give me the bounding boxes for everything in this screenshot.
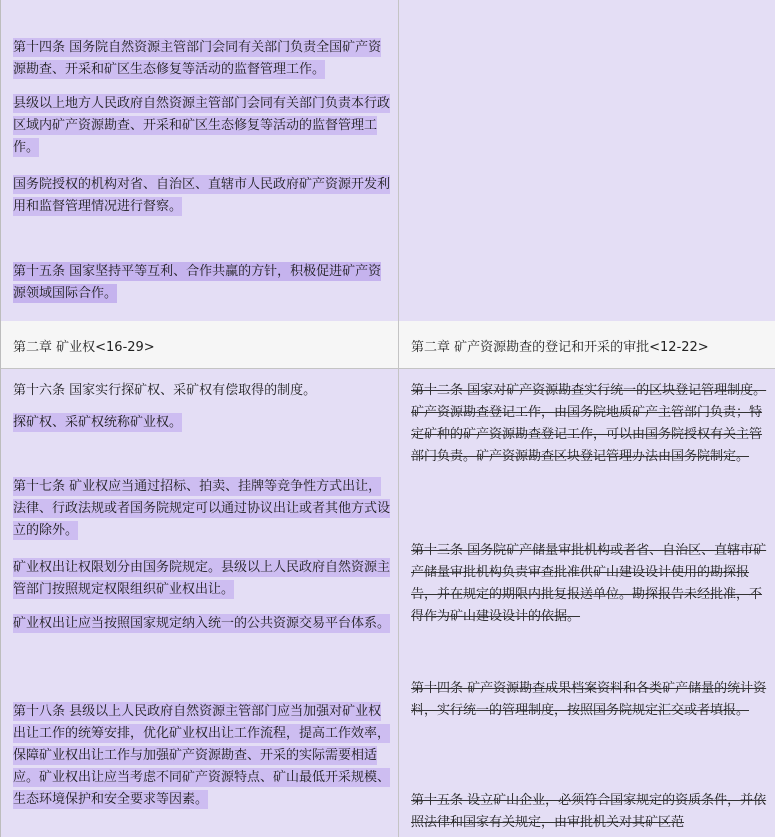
article-14-para-2: 县级以上地方人民政府自然资源主管部门会同有关部门负责本行政区域内矿产资源勘查、开采和矿区生态修复等活动的监督管理工作。: [13, 96, 391, 155]
table-row-top: [1, 0, 775, 321]
cell-new-law-top: [1, 0, 399, 321]
old-article-14: 第十四条 矿产资源勘查成果档案资料和各类矿产储量的统计资料，实行统一的管理制度，按照国务院规定汇交或者填报。: [411, 681, 767, 718]
article-17-para-3: 矿业权出让应当按照国家规定纳入统一的公共资源交易平台体系。: [13, 616, 391, 631]
cell-old-law-top: [399, 0, 775, 321]
article-17-para-2: 矿业权出让权限划分由国务院规定。县级以上人民政府自然资源主管部门按照规定权限组织矿业权出让。: [13, 560, 391, 597]
article-16-para-1: 第十六条 国家实行探矿权、采矿权有偿取得的制度。: [13, 383, 317, 398]
article-16-para-2: 探矿权、采矿权统称矿业权。: [13, 415, 183, 430]
article-17-para-1: 第十七条 矿业权应当通过招标、拍卖、挂牌等竞争性方式出让，法律、行政法规或者国务院规定可以通过协议出让或者其他方式设立的除外。: [13, 479, 391, 538]
chapter-header-old: 第二章 矿产资源勘查的登记和开采的审批<12-22>: [399, 321, 775, 368]
article-14-para-1: 第十四条 国务院自然资源主管部门会同有关部门负责全国矿产资源勘查、开采和矿区生态修复等活动的监督管理工作。: [13, 40, 382, 77]
chapter-header-row: [1, 321, 775, 369]
table-row-bottom: [1, 369, 775, 837]
article-15: 第十五条 国家坚持平等互利、合作共赢的方针，积极促进矿产资源领域国际合作。: [13, 264, 382, 301]
article-18: 第十八条 县级以上人民政府自然资源主管部门应当加强对矿业权出让工作的统筹安排，优化矿业权出让工作流程，提高工作效率，保障矿业权出让工作与加强矿产资源勘查、开采的实际需要相适应。矿业权出让应当考虑不同矿产资源特点、矿山最低开采规模、生态环境保护和安全要求等因素。: [13, 704, 391, 807]
cell-old-law-bottom: [399, 369, 775, 837]
cell-new-law-bottom: [1, 369, 399, 837]
old-article-12: 第十二条 国家对矿产资源勘查实行统一的区块登记管理制度。矿产资源勘查登记工作，由国务院地质矿产主管部门负责；特定矿种的矿产资源勘查登记工作，可以由国务院授权有关主管部门负责。矿产资源勘查区块登记管理办法由国务院制定。: [411, 383, 767, 464]
chapter-header-new: 第二章 矿业权<16-29>: [1, 321, 399, 368]
article-14-para-3: 国务院授权的机构对省、自治区、直辖市人民政府矿产资源开发利用和监督管理情况进行督察。: [13, 177, 391, 214]
old-article-13: 第十三条 国务院矿产储量审批机构或者省、自治区、直辖市矿产储量审批机构负责审查批准供矿山建设设计使用的勘探报告，并在规定的期限内批复报送单位。勘探报告未经批准，不得作为矿山建设设计的依据。: [411, 543, 767, 624]
old-article-15: 第十五条 设立矿山企业，必须符合国家规定的资质条件，并依照法律和国家有关规定，由审批机关对其矿区范: [411, 793, 767, 830]
